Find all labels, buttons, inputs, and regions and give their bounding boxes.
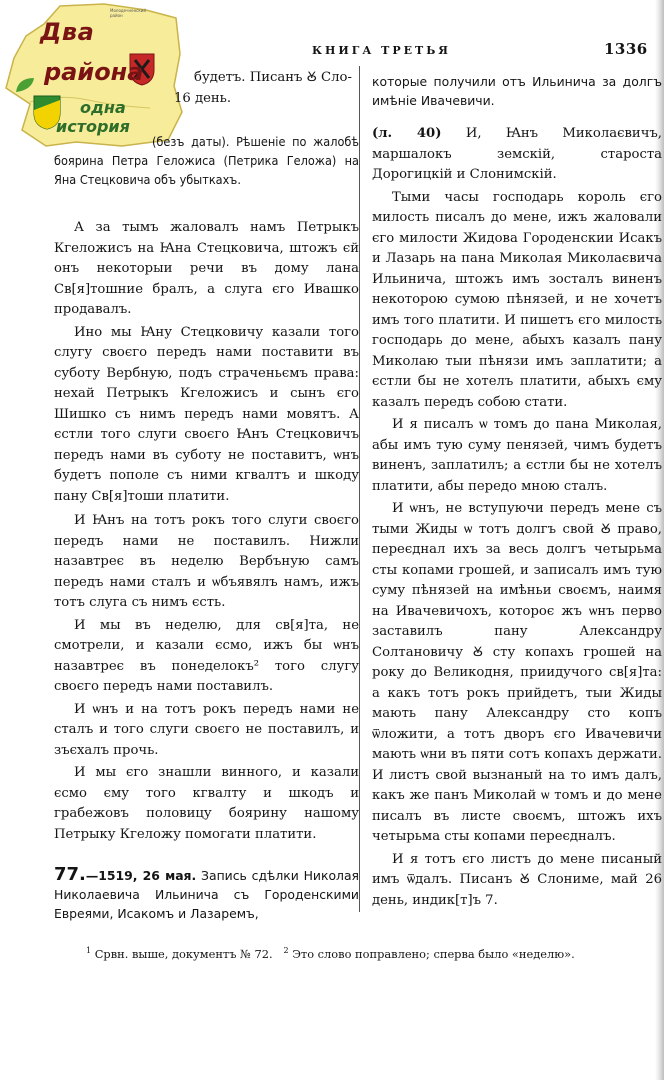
sheet-opening <box>372 124 662 186</box>
entry-heading-prefix: (безъ даты). <box>152 134 230 149</box>
logo-small-caption: Молодечненский район <box>110 8 146 18</box>
left-paragraph-4: И мы въ неделю, для св[я]та, не смотрели, и казали єсмо, ижъ бы ѡнъ назавтреє въ понеделокъ² того слугу своєго передъ нами поставилъ. <box>54 617 359 694</box>
left-top-line-2: 16 день. <box>174 90 232 106</box>
document-number: 77. <box>54 864 86 885</box>
left-paragraph-2: Ино мы Ꙗну Стецковичу казали тогo слугу своєго передъ нами поставити въ суботу Вербную, подъ страченьємъ права: нехай Петрыкъ Кгеложисъ и сынъ єго Шишко съ нимъ передъ нами мовятъ. А єстли того слуги своєго Ꙗнъ Стецковичъ передъ нами въ суботу не поставитъ, ѡнъ будетъ пополе съ ними кгвалтъ и шкоду пану Св[я]тоши платити. <box>54 324 359 504</box>
right-column <box>372 72 662 911</box>
right-paragraph-3: И ѡнъ, не вступуючи передъ мене съ тыми Жиды ѡ тотъ долгъ свой Ꙋ право, переєднал ихъ за весь долгъ четырьма сты копами грошей, и записалъ имъ тую суму пѣнязей на имѣньи своємъ, наимя на Ивачевичохъ, котороє жъ ѡнъ перво заставилъ пану Александру Солтановичу Ꙋ сту копахъ грошей на року до Великодня, приидучого св[я]та: а какъ тотъ рокъ прийдетъ, тыи Жиды мають пану Александру сто копъ ѿложити, а тотъ дворъ єго Ивачевичи мають ѡни въ пяти сотъ копахъ держати. И листъ свой вызнаный на то имъ далъ, какъ же панъ Миколай ѡ томъ и до мене писалъ въ листе своємъ, штожъ ихъ четырьма сты копами переєдналъ. <box>372 501 662 844</box>
left-paragraph-5: И ѡнъ и на тотъ рокъ передъ нами не сталъ и того слуги своєго не поставилъ, и зъєхалъ прочь. <box>54 701 359 758</box>
opening-text: И, Ꙗнъ Миколаєвичъ, маршалокъ земскій, староста Дорогицкій и Слонимскій. <box>372 126 663 182</box>
logo-line-2: района <box>44 58 144 86</box>
footnote-1-mark: 1 <box>86 946 92 956</box>
sheet-reference: (л. 40) <box>372 126 442 141</box>
left-top-line-1: будетъ. Писанъ Ꙋ Сло- <box>194 70 352 85</box>
logo-line-3: одна <box>80 98 126 117</box>
right-paragraph-1: Тыми часы господарь король єго милость писалъ до мене, ижъ жаловали єго милости Жидова Городенскии Исакъ и Лазарь на пана Миколая Миколаєвича Ильинича, штожъ имъ зосталъ виненъ некоторою сумою пѣнязей, и не хочетъ имъ того платити. И пишетъ єго милость господарь до мене, абыхъ казалъ пану Миколаю тыи пѣнязи имъ заплатити; а єстли бы не хотелъ платити, абыхъ єму казалъ передъ собою стати. <box>372 189 662 410</box>
footnote-2: Это слово поправлено; сперва было «неделю». <box>292 947 575 961</box>
page-number: 1336 <box>604 40 648 58</box>
footnote-1: Срвн. выше, документъ № 72. <box>94 947 273 961</box>
document-heading-text: Запись сдѣлки Николая Николаевича Ильинича съ Городенскими Евреями, Исакомъ и Лазаремъ, <box>54 868 359 921</box>
right-paragraph-2: И я писалъ ѡ томъ до пана Миколая, абы имъ тую суму пенязей, чимъ будетъ виненъ, заплатилъ; а єстли бы не хотелъ платити, абы передо мною сталъ. <box>372 417 662 494</box>
running-title: КНИГА ТРЕТЬЯ <box>312 44 451 57</box>
document-heading-continued: которые получили отъ Ильинича за долгъ имѣніе Ивачевичи. <box>372 74 662 108</box>
leaf-icon <box>14 76 36 94</box>
footnote-2-mark: 2 <box>283 946 289 956</box>
column-divider <box>359 66 360 912</box>
entry-heading <box>54 132 359 189</box>
document-date: —1519, 26 мая. <box>85 868 197 883</box>
left-paragraph-3: И Ꙗнъ на тотъ рокъ того слуги своєго передъ нами не поставилъ. Нижли назавтреє въ неделю Вербъную самъ передъ нами сталъ и ѡбъявялъ намъ, ижъ тотъ слуга съ нимъ єсть. <box>54 513 359 610</box>
footnotes <box>86 946 646 962</box>
left-paragraph-6: И мы єго знашли винного, и казали єсмо єму того кгвалту и шкодъ и грабежовъ половицу боярину нашому Петрыку Кгеложу помогати платити. <box>54 765 359 842</box>
left-paragraph-1: А за тымъ жаловалъ намъ Петрыкъ Кгеложисъ на Ꙗна Стецковича, штожъ єй онъ некоторыи речи въ дому лана Св[я]тошние бралъ, а слуга єго Ивашко продавалъ. <box>54 220 359 317</box>
logo-line-4: история <box>56 117 130 136</box>
logo-line-1: Два <box>40 18 95 46</box>
entry-heading-text: Рѣшеніе по жалобѣ боярина Петра Геложиса (Петрика Гeложа) на Яна Стецковича объ убыткахъ. <box>54 134 359 187</box>
document-heading <box>54 865 359 923</box>
left-column <box>54 68 359 923</box>
right-paragraph-4: И я тотъ єго листъ до мене писаный имъ ѿдалъ. Писанъ Ꙋ Слониме, май 26 день, индик[т]ъ 7. <box>372 851 662 908</box>
